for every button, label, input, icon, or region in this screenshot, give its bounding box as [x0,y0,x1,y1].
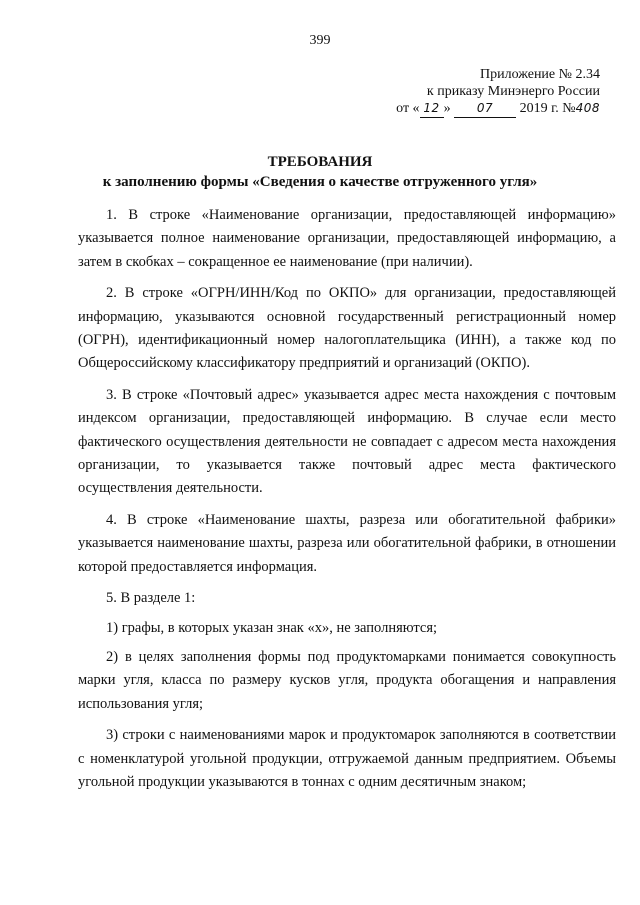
document-title [0,152,640,192]
title-heading: ТРЕБОВАНИЯ [267,154,373,170]
date-year-text: 2019 г. № [519,101,576,116]
attachment-date-line [380,100,600,118]
paragraph-3: 3. В строке «Почтовый адрес» указывается адрес места нахождения с почтовым индексом организации, предоставляющей информацию. В случае если место фактического осуществления деятельности не совпадает с адресом места нахождения организации, то указывается также почтовый адрес места фактического осуществления деятельности. [78,386,616,497]
paragraph-2: 2. В строке «ОГРН/ИНН/Код по ОКПО» для организации, предоставляющей информацию, указываются основной государственный регистрационный номер (ОГРН), идентификационный номер налогоплательщика (ИНН), а также код по Общероссийскому классификатору предприятий и организаций (ОКПО). [78,285,616,372]
date-day-close: » [443,101,451,116]
paragraph-5: 5. В разделе 1: [106,590,196,607]
list-item-1: 1) графы, в которых указан знак «х», не заполняются; [106,619,438,636]
document-body [78,204,616,802]
title-subheading: к заполнению формы «Сведения о качестве отгруженного угля» [102,174,538,190]
paragraph-1: 1. В строке «Наименование организации, предоставляющей информацию» указывается полное наименование организации, предоставляющей информацию, а затем в скобках – сокращенное ее наименование (при наличии). [78,207,616,270]
handwritten-order-number: 408 [575,101,600,115]
page-number: 399 [309,33,331,48]
handwritten-month: 07 [454,100,516,118]
list-item-2: 2) в целях заполнения формы под продуктомарками понимается совокупность марки угля, класса по размеру кусков угля, продукта обогащения и направления использования угля; [78,648,616,712]
list-item-3: 3) строки с наименованиями марок и продуктомарок заполняются в соответствии с номенклатурой угольной продукции, отгружаемой данным предприятием. Объемы угольной продукции указываются в тоннах с одним десятичным знаком; [78,727,616,790]
attachment-title: Приложение № 2.34 [480,67,600,82]
attachment-order-ref: к приказу Минэнерго России [426,84,600,99]
attachment-block [380,66,600,118]
date-prefix: от « [396,101,420,116]
handwritten-day: 12 [420,100,444,118]
paragraph-4: 4. В строке «Наименование шахты, разреза или обогатительной фабрики» указывается наименование шахты, разреза или обогатительной фабрики, в отношении которой предоставляется информация. [78,511,616,575]
